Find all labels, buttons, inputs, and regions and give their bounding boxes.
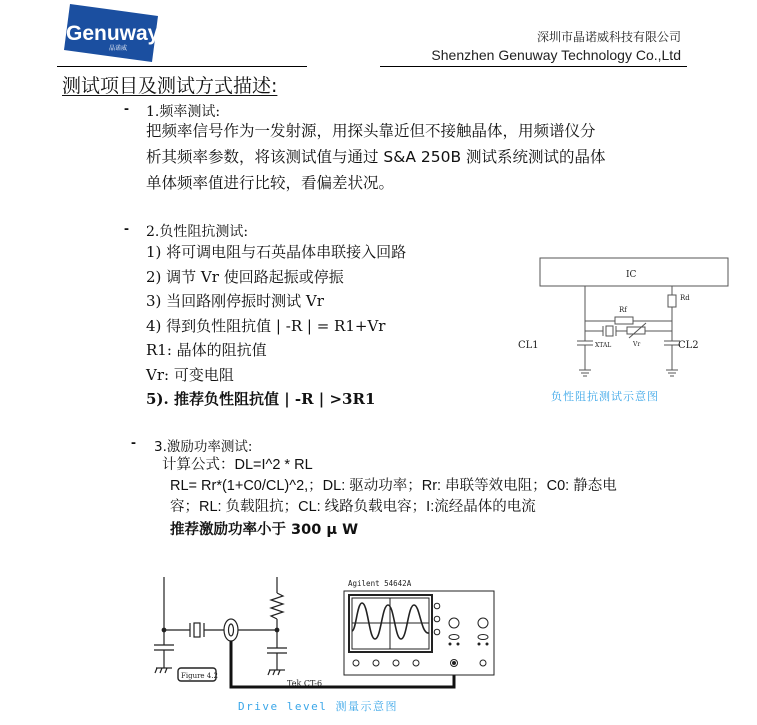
recommendation-drive-level: 推荐激励功率小于 300 μ W [170, 522, 359, 538]
svg-text:晶诺威: 晶诺威 [109, 45, 128, 52]
section-body-frequency [146, 118, 606, 196]
company-name-en: Shenzhen Genuway Technology Co.,Ltd [431, 47, 681, 63]
section-title-negative-resistance: 2.负性阻抗测试: [146, 224, 249, 240]
negative-resistance-caption: 负性阻抗测试示意图 [551, 390, 659, 403]
definition-vr: Vr: 可变电阻 [146, 365, 234, 384]
svg-text:Rf: Rf [619, 306, 627, 314]
bullet-dash: - [124, 220, 129, 237]
negative-resistance-circuit-diagram [515, 255, 745, 405]
svg-text:IC: IC [626, 270, 637, 280]
formula-definitions-line: 容；RL: 负载阻抗；CL: 线路负载电容；I:流经晶体的电流 [170, 499, 536, 515]
svg-text:Figure 4.2: Figure 4.2 [181, 672, 218, 680]
svg-text:Rd: Rd [680, 294, 690, 302]
section-title-drive-level: 3.激励功率测试: [154, 439, 253, 455]
drive-level-measurement-diagram [140, 565, 500, 695]
genuway-logo [62, 4, 158, 62]
recommendation-negative-resistance: 5). 推荐负性阻抗值 | -R | >3R1 [146, 390, 376, 408]
page-title: 测试项目及测试方式描述: [62, 75, 278, 97]
text-line: 单体频率值进行比较，看偏差状况。 [146, 174, 395, 192]
header-divider-right [380, 66, 687, 67]
step-item: 4) 得到负性阻抗值 | -R | = R1+Vr [146, 316, 386, 335]
svg-text:CL1: CL1 [518, 340, 539, 351]
step-item: 2) 调节 Vr 使回路起振或停振 [146, 267, 344, 286]
svg-text:Vr: Vr [633, 341, 641, 348]
company-name-cn: 深圳市晶诺威科技有限公司 [536, 30, 681, 44]
step-item: 1) 将可调电阻与石英晶体串联接入回路 [146, 243, 407, 261]
definition-r1: R1: 晶体的阻抗值 [146, 341, 267, 359]
svg-text:Agilent 54642A: Agilent 54642A [348, 579, 412, 588]
formula-line: 计算公式：DL=I^2 * RL [162, 457, 313, 473]
formula-definitions-line: RL= Rr*(1+C0/CL)^2,；DL: 驱动功率；Rr: 串联等效电阻；C0: 静态电 [170, 478, 617, 494]
section-body-drive-level [162, 455, 617, 541]
svg-text:Tek CT-6: Tek CT-6 [287, 679, 323, 688]
drive-level-caption: Drive level 测量示意图 [238, 700, 398, 713]
bullet-dash: - [131, 434, 136, 451]
section-body-negative-resistance [146, 240, 406, 412]
section-title-frequency: 1.频率测试: [146, 104, 221, 120]
svg-text:Genuway: Genuway [66, 22, 158, 45]
svg-text:XTAL: XTAL [595, 342, 612, 349]
bullet-dash: - [124, 100, 129, 117]
text-line: 析其频率参数，将该测试值与通过 S&A 250B 测试系统测试的晶体 [146, 148, 606, 166]
svg-text:CL2: CL2 [678, 340, 699, 351]
step-item: 3) 当回路刚停振时测试 Vr [146, 292, 324, 310]
header-divider [57, 66, 307, 67]
text-line: 把频率信号作为一发射源，用探头靠近但不接触晶体，用频谱仪分 [146, 122, 596, 140]
